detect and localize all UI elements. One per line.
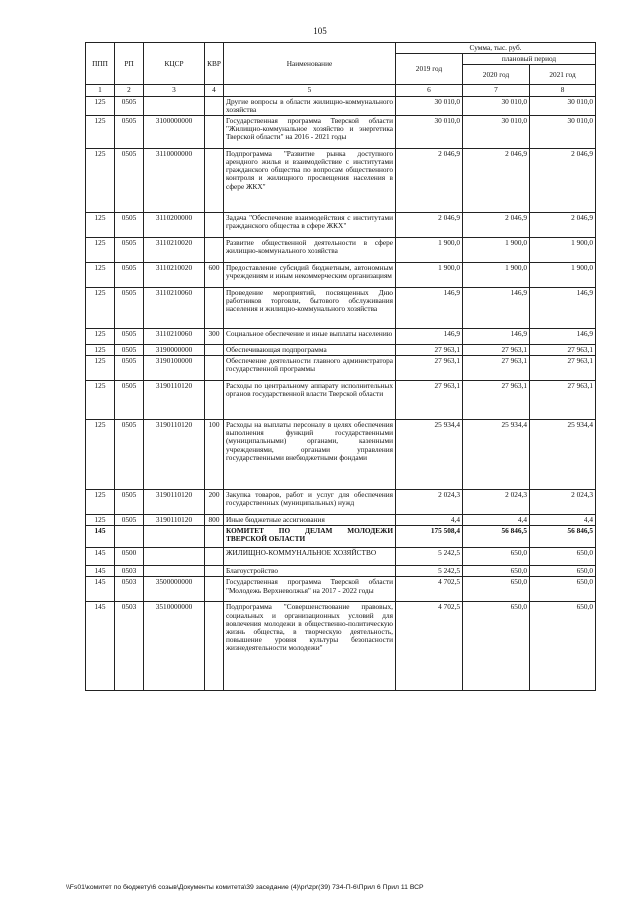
cell-kvr: 800: [205, 515, 224, 526]
cell-v2020: 2 046,9: [463, 212, 530, 237]
cell-ppp: 125: [86, 344, 115, 355]
cell-v2019: 25 934,4: [396, 420, 463, 490]
cell-v2019: 27 963,1: [396, 344, 463, 355]
cell-name: Подпрограмма "Развитие рынка доступного арендного жилья и взаимодействие с институтами гражданского общества по вопросам общественного контроля и жилищного просвещения населения в сфере ЖКХ": [224, 148, 396, 212]
header-ppp: ППП: [86, 43, 115, 85]
cell-kcsr: 3110210060: [144, 328, 205, 344]
column-number: 5: [224, 85, 396, 96]
cell-ppp: 125: [86, 287, 115, 328]
header-name: Наименование: [224, 43, 396, 85]
cell-v2021: 146,9: [530, 328, 596, 344]
table-row: [86, 96, 596, 115]
cell-v2020: 56 846,5: [463, 526, 530, 548]
table-row: [86, 148, 596, 212]
cell-kcsr: [144, 96, 205, 115]
header-2019: 2019 год: [396, 54, 463, 85]
table-row: [86, 262, 596, 287]
table-row: [86, 212, 596, 237]
header-kcsr: КЦСР: [144, 43, 205, 85]
cell-ppp: 145: [86, 577, 115, 602]
cell-kcsr: 3110210020: [144, 262, 205, 287]
cell-v2020: 27 963,1: [463, 381, 530, 420]
cell-v2019: 2 046,9: [396, 212, 463, 237]
cell-ppp: 125: [86, 420, 115, 490]
table-row: [86, 356, 596, 381]
page-number: 105: [313, 26, 327, 36]
cell-v2020: 2 024,3: [463, 490, 530, 515]
cell-rp: 0505: [115, 96, 144, 115]
cell-v2020: 30 010,0: [463, 96, 530, 115]
cell-kvr: [205, 237, 224, 262]
cell-name: Обеспечивающая подпрограмма: [224, 344, 396, 355]
header-2021: 2021 год: [530, 65, 596, 85]
cell-v2019: 27 963,1: [396, 356, 463, 381]
cell-v2021: 2 046,9: [530, 212, 596, 237]
cell-kcsr: 3500000000: [144, 577, 205, 602]
cell-ppp: 125: [86, 148, 115, 212]
cell-rp: 0505: [115, 344, 144, 355]
cell-name: Подпрограмма "Совершенствование правовых, социальных и организационных условий для вовлечения молодежи в общественно-политическую жизнь общества, в творческую деятельность, повышение уровня культуры безопасности жизнедеятельности молодежи": [224, 602, 396, 691]
cell-v2020: 146,9: [463, 287, 530, 328]
column-number: 8: [530, 85, 596, 96]
cell-v2021: 650,0: [530, 602, 596, 691]
cell-v2020: 25 934,4: [463, 420, 530, 490]
cell-kvr: 100: [205, 420, 224, 490]
cell-name: Закупка товаров, работ и услуг для обеспечения государственных (муниципальных) нужд: [224, 490, 396, 515]
cell-kvr: [205, 287, 224, 328]
cell-kvr: [205, 526, 224, 548]
table-row: [86, 490, 596, 515]
cell-kvr: [205, 212, 224, 237]
cell-v2021: 30 010,0: [530, 115, 596, 148]
table-row: [86, 602, 596, 691]
table-row: [86, 381, 596, 420]
column-number: 1: [86, 85, 115, 96]
cell-ppp: 125: [86, 356, 115, 381]
column-number: 4: [205, 85, 224, 96]
cell-v2020: 1 900,0: [463, 237, 530, 262]
cell-rp: 0505: [115, 328, 144, 344]
column-number-row: [86, 85, 596, 96]
table-row: [86, 237, 596, 262]
cell-name: Благоустройство: [224, 566, 396, 577]
cell-v2021: 146,9: [530, 287, 596, 328]
table-row: [86, 344, 596, 355]
cell-kvr: [205, 577, 224, 602]
cell-rp: 0505: [115, 420, 144, 490]
cell-kcsr: [144, 548, 205, 566]
cell-v2021: 27 963,1: [530, 381, 596, 420]
column-number: 2: [115, 85, 144, 96]
cell-name: Развитие общественной деятельности в сфере жилищно-коммунального хозяйства: [224, 237, 396, 262]
cell-ppp: 125: [86, 262, 115, 287]
cell-v2020: 30 010,0: [463, 115, 530, 148]
cell-ppp: 125: [86, 381, 115, 420]
cell-name: Государственная программа Тверской области "Жилищно-коммунальное хозяйство и энергетика Тверской области" на 2016 - 2021 годы: [224, 115, 396, 148]
column-number: 3: [144, 85, 205, 96]
cell-ppp: 125: [86, 115, 115, 148]
cell-v2021: 1 900,0: [530, 262, 596, 287]
cell-name: Государственная программа Тверской области "Молодежь Верхневолжья" на 2017 - 2022 годы: [224, 577, 396, 602]
table-row: [86, 577, 596, 602]
cell-v2019: 30 010,0: [396, 115, 463, 148]
cell-name: Предоставление субсидий бюджетным, автономным учреждениям и иным некоммерческим организациям: [224, 262, 396, 287]
cell-rp: 0500: [115, 548, 144, 566]
header-2020: 2020 год: [463, 65, 530, 85]
header-rp: РП: [115, 43, 144, 85]
cell-v2021: 650,0: [530, 566, 596, 577]
cell-kcsr: 3190110120: [144, 490, 205, 515]
cell-ppp: 125: [86, 212, 115, 237]
cell-kvr: [205, 96, 224, 115]
cell-kvr: [205, 344, 224, 355]
cell-name: ЖИЛИЩНО-КОММУНАЛЬНОЕ ХОЗЯЙСТВО: [224, 548, 396, 566]
table-body: [86, 96, 596, 691]
cell-name: Иные бюджетные ассигнования: [224, 515, 396, 526]
cell-ppp: 125: [86, 515, 115, 526]
cell-v2019: 27 963,1: [396, 381, 463, 420]
cell-kcsr: 3510000000: [144, 602, 205, 691]
cell-ppp: 145: [86, 602, 115, 691]
cell-v2021: 2 024,3: [530, 490, 596, 515]
cell-v2021: 650,0: [530, 577, 596, 602]
cell-kcsr: 3190100000: [144, 356, 205, 381]
cell-ppp: 125: [86, 96, 115, 115]
cell-rp: 0505: [115, 490, 144, 515]
cell-rp: 0503: [115, 577, 144, 602]
table-row: [86, 420, 596, 490]
cell-rp: [115, 526, 144, 548]
cell-v2021: 1 900,0: [530, 237, 596, 262]
cell-kcsr: 3100000000: [144, 115, 205, 148]
cell-name: Расходы на выплаты персоналу в целях обеспечения выполнения функций государственными (муниципальными) органами, казенными учреждениями, органами управления государственными внебюджетными фондами: [224, 420, 396, 490]
table-row: [86, 115, 596, 148]
cell-kvr: 600: [205, 262, 224, 287]
cell-v2020: 650,0: [463, 577, 530, 602]
cell-rp: 0505: [115, 148, 144, 212]
cell-name: Социальное обеспечение и иные выплаты населению: [224, 328, 396, 344]
cell-v2021: 27 963,1: [530, 356, 596, 381]
cell-kvr: [205, 148, 224, 212]
cell-v2020: 650,0: [463, 548, 530, 566]
cell-rp: 0503: [115, 566, 144, 577]
cell-v2021: 25 934,4: [530, 420, 596, 490]
cell-v2019: 4 702,5: [396, 577, 463, 602]
cell-kvr: [205, 115, 224, 148]
cell-kcsr: [144, 566, 205, 577]
cell-rp: 0505: [115, 515, 144, 526]
cell-kvr: [205, 356, 224, 381]
cell-v2020: 4,4: [463, 515, 530, 526]
cell-name: Проведение мероприятий, посвященных Дню работников торговли, бытового обслуживания населения и жилищно-коммунального хозяйства: [224, 287, 396, 328]
cell-kvr: [205, 566, 224, 577]
file-path-footer: \\Fs01\комитет по бюджету\6 созыв\Документы комитета\39 заседание (4)\pr\zpr(39) 734-П-6\Прил 6 Прил 11 ВСР: [66, 884, 424, 891]
cell-ppp: 145: [86, 526, 115, 548]
cell-kvr: [205, 602, 224, 691]
cell-v2019: 146,9: [396, 328, 463, 344]
cell-kcsr: 3110210060: [144, 287, 205, 328]
cell-kcsr: 3190110120: [144, 420, 205, 490]
cell-v2019: 146,9: [396, 287, 463, 328]
cell-v2021: 2 046,9: [530, 148, 596, 212]
cell-v2019: 5 242,5: [396, 566, 463, 577]
table-row: [86, 526, 596, 548]
table-row: [86, 548, 596, 566]
cell-name: Задача "Обеспечение взаимодействия с институтами гражданского общества в сфере ЖКХ": [224, 212, 396, 237]
cell-kvr: 200: [205, 490, 224, 515]
budget-table: [85, 42, 596, 691]
cell-v2019: 4,4: [396, 515, 463, 526]
cell-rp: 0505: [115, 356, 144, 381]
cell-v2021: 4,4: [530, 515, 596, 526]
cell-v2019: 4 702,5: [396, 602, 463, 691]
column-number: 7: [463, 85, 530, 96]
cell-v2020: 650,0: [463, 566, 530, 577]
cell-v2019: 2 024,3: [396, 490, 463, 515]
cell-rp: 0505: [115, 262, 144, 287]
table-row: [86, 515, 596, 526]
table-row: [86, 566, 596, 577]
cell-v2019: 30 010,0: [396, 96, 463, 115]
cell-name: КОМИТЕТ ПО ДЕЛАМ МОЛОДЕЖИ ТВЕРСКОЙ ОБЛАСТИ: [224, 526, 396, 548]
cell-v2020: 2 046,9: [463, 148, 530, 212]
header-kvr: КВР: [205, 43, 224, 85]
cell-kvr: [205, 548, 224, 566]
cell-v2020: 146,9: [463, 328, 530, 344]
header-sum: Сумма, тыс. руб.: [396, 43, 596, 54]
cell-v2019: 1 900,0: [396, 237, 463, 262]
cell-rp: 0505: [115, 381, 144, 420]
table-row: [86, 328, 596, 344]
cell-kvr: [205, 381, 224, 420]
cell-ppp: 145: [86, 566, 115, 577]
cell-kcsr: [144, 526, 205, 548]
table-row: [86, 287, 596, 328]
cell-rp: 0505: [115, 237, 144, 262]
cell-kcsr: 3110000000: [144, 148, 205, 212]
cell-kvr: 300: [205, 328, 224, 344]
cell-v2020: 650,0: [463, 602, 530, 691]
cell-v2019: 5 242,5: [396, 548, 463, 566]
cell-name: Обеспечение деятельности главного администратора государственной программы: [224, 356, 396, 381]
cell-ppp: 125: [86, 328, 115, 344]
cell-kcsr: 3190000000: [144, 344, 205, 355]
cell-rp: 0503: [115, 602, 144, 691]
cell-name: Расходы по центральному аппарату исполнительных органов государственной власти Тверской области: [224, 381, 396, 420]
cell-v2021: 27 963,1: [530, 344, 596, 355]
cell-rp: 0505: [115, 287, 144, 328]
cell-rp: 0505: [115, 212, 144, 237]
cell-name: Другие вопросы в области жилищно-коммунального хозяйства: [224, 96, 396, 115]
cell-ppp: 125: [86, 490, 115, 515]
cell-v2019: 175 508,4: [396, 526, 463, 548]
column-number: 6: [396, 85, 463, 96]
cell-v2021: 56 846,5: [530, 526, 596, 548]
cell-v2020: 27 963,1: [463, 344, 530, 355]
cell-kcsr: 3190110120: [144, 515, 205, 526]
cell-v2020: 27 963,1: [463, 356, 530, 381]
cell-v2021: 30 010,0: [530, 96, 596, 115]
cell-ppp: 145: [86, 548, 115, 566]
cell-v2020: 1 900,0: [463, 262, 530, 287]
cell-rp: 0505: [115, 115, 144, 148]
cell-kcsr: 3110200000: [144, 212, 205, 237]
cell-v2019: 2 046,9: [396, 148, 463, 212]
cell-kcsr: 3110210020: [144, 237, 205, 262]
cell-ppp: 125: [86, 237, 115, 262]
cell-kcsr: 3190110120: [144, 381, 205, 420]
cell-v2021: 650,0: [530, 548, 596, 566]
cell-v2019: 1 900,0: [396, 262, 463, 287]
header-plan-period: плановый период: [463, 54, 596, 65]
